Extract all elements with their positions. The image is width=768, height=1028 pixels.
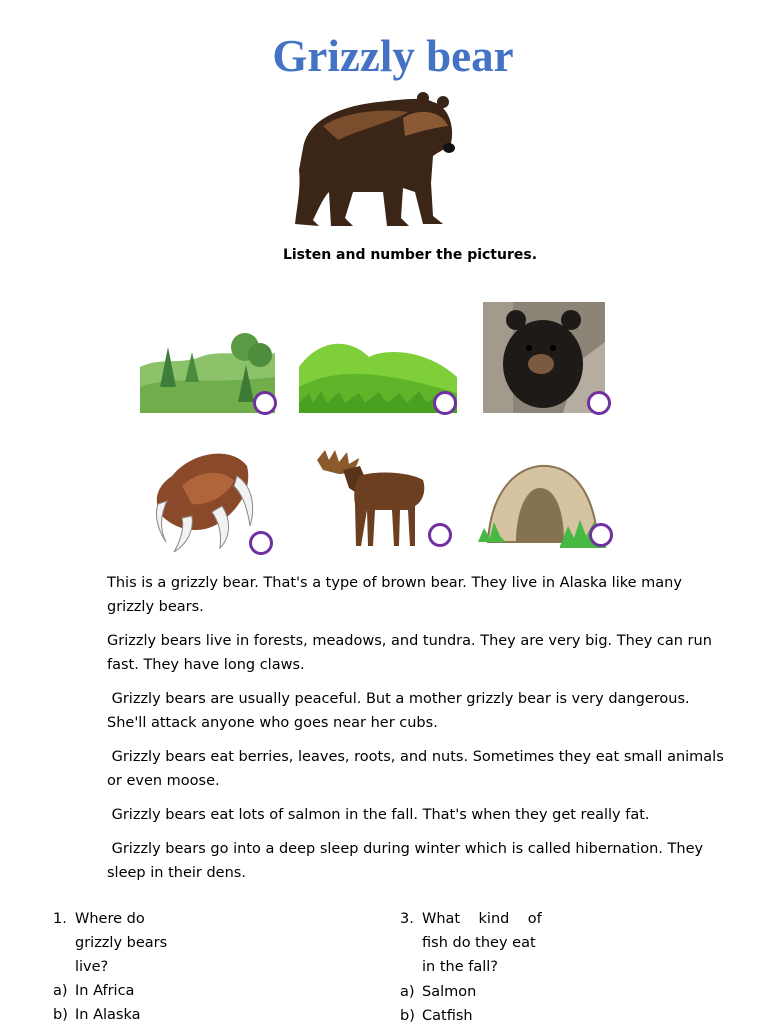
- answer-circle[interactable]: [433, 391, 457, 415]
- answer-circle[interactable]: [587, 391, 611, 415]
- answer-circle[interactable]: [428, 523, 452, 547]
- bear-cub-image: [483, 302, 605, 413]
- question-number: 3.: [400, 911, 414, 927]
- question-3: [400, 907, 580, 1024]
- question-line: fish do they eat: [422, 935, 536, 951]
- question-line: in the fall?: [422, 959, 498, 975]
- instruction: Listen and number the pictures.: [282, 247, 538, 263]
- answer-circle[interactable]: [249, 531, 273, 555]
- question-line: grizzly bears: [75, 935, 168, 951]
- claws-image: [152, 446, 257, 556]
- grizzly-bear-image: [283, 88, 458, 230]
- option-text[interactable]: In Africa: [75, 983, 135, 999]
- answer-circle[interactable]: [253, 391, 277, 415]
- option-text[interactable]: In Alaska: [75, 1007, 141, 1023]
- option-text[interactable]: Catfish: [422, 1008, 473, 1024]
- paragraph: This is a grizzly bear. That's a type of brown bear. They live in Alaska like many grizzly bears.: [107, 575, 682, 615]
- moose-image: [315, 448, 430, 550]
- den-image: [478, 462, 606, 548]
- question-number: 1.: [53, 911, 67, 927]
- option-letter: a): [53, 983, 68, 999]
- question-1: [53, 907, 213, 1024]
- question-line: Where do: [75, 911, 145, 927]
- paragraph: Grizzly bears are usually peaceful. But a mother grizzly bear is very dangerous. She'll attack anyone who goes near her cubs.: [107, 691, 695, 731]
- paragraph: Grizzly bears eat lots of salmon in the fall. That's when they get really fat.: [107, 807, 650, 823]
- option-letter: b): [400, 1008, 415, 1024]
- answer-circle[interactable]: [589, 523, 613, 547]
- paragraph: Grizzly bears eat berries, leaves, roots, and nuts. Sometimes they eat small animals or even moose.: [107, 749, 729, 789]
- question-line: live?: [75, 959, 109, 975]
- paragraph: Grizzly bears live in forests, meadows, and tundra. They are very big. They can run fast. They have long claws.: [107, 633, 712, 673]
- question-line: What kind of: [422, 911, 542, 927]
- page-title: Grizzly bear: [272, 31, 514, 81]
- option-letter: a): [400, 984, 415, 1000]
- option-letter: b): [53, 1007, 68, 1023]
- option-text[interactable]: Salmon: [422, 984, 477, 1000]
- paragraph: Grizzly bears go into a deep sleep during winter which is called hibernation. They sleep in their dens.: [107, 841, 708, 881]
